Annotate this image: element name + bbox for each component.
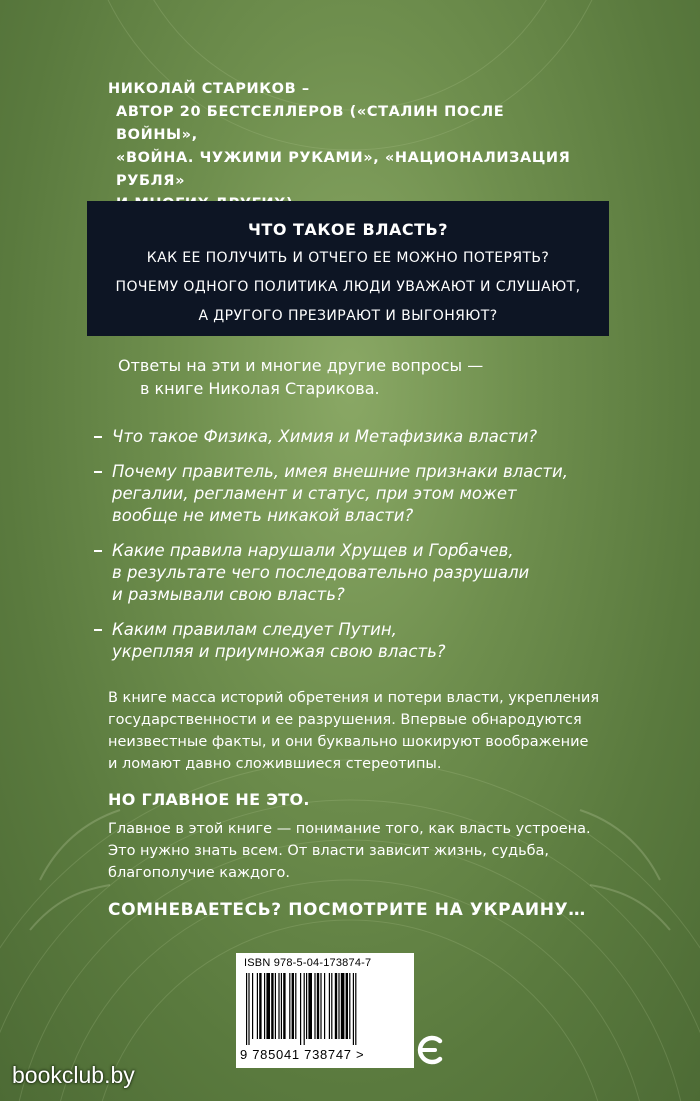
barcode-bar (304, 973, 305, 1045)
barcode-box (236, 953, 414, 1068)
barcode-bar (278, 973, 279, 1039)
barcode-bar (248, 973, 249, 1045)
question-line: ПОЧЕМУ ОДНОГО ПОЛИТИКА ЛЮДИ УВАЖАЮТ И СЛУШАЮТ, (115, 279, 581, 295)
subheading: НО ГЛАВНОЕ НЕ ЭТО. (108, 790, 310, 809)
barcode-bar (317, 973, 319, 1039)
closing-line: СОМНЕВАЕТЕСЬ? ПОСМОТРИТЕ НА УКРАИНУ… (108, 900, 586, 920)
barcode-bar (341, 973, 345, 1039)
barcode-bar (259, 973, 261, 1039)
bullet-line: Каким правилам следует Путин, (112, 620, 397, 639)
answers-text (118, 354, 618, 400)
site-watermark: bookclub.by (12, 1062, 135, 1088)
barcode-bar (324, 973, 325, 1039)
bullet-list (92, 426, 612, 676)
barcode-bar (271, 973, 273, 1039)
barcode-bar (338, 973, 339, 1039)
eksmo-logo-icon (415, 1032, 445, 1068)
bullet-item (92, 540, 612, 606)
author-line: АВТОР 20 БЕСТСЕЛЛЕРОВ («СТАЛИН ПОСЛЕ ВОЙНЫ», (116, 104, 505, 143)
author-name: НИКОЛАЙ СТАРИКОВ – (108, 81, 310, 97)
barcode-bar (346, 973, 348, 1039)
bullet-item (92, 619, 612, 663)
bullet-line: регалии, регламент и статус, при этом может (112, 484, 517, 503)
bullet-line: укрепляя и приумножая свою власть? (112, 642, 446, 661)
bullet-line: и размывали свою власть? (112, 585, 345, 604)
answers-line: Ответы на эти и многие другие вопросы — (118, 356, 484, 375)
paragraph-line: Это нужно знать всем. От власти зависит жизнь, судьба, (108, 843, 550, 859)
description-paragraph (108, 687, 628, 775)
barcode-bar (331, 973, 332, 1039)
barcode-bar (275, 973, 276, 1039)
question-line: ЧТО ТАКОЕ ВЛАСТЬ? (248, 220, 448, 239)
question-line: А ДРУГОГО ПРЕЗИРАЮТ И ВЫГОНЯЮТ? (198, 308, 498, 324)
barcode-bar (335, 973, 337, 1039)
paragraph-line: неизвестные факты, и они буквально шокируют воображение (108, 734, 589, 750)
barcode-bar (320, 973, 321, 1039)
bullet-line: Какие правила нарушали Хрущев и Горбачев, (112, 541, 514, 560)
bullet-item (92, 461, 612, 527)
author-block (108, 78, 588, 216)
barcode-bar (281, 973, 282, 1039)
barcode-digits: 9 785041 738747 > (240, 1047, 365, 1062)
barcode-bar (355, 973, 356, 1045)
barcode-bar (300, 973, 301, 1045)
barcode-bar (257, 973, 258, 1039)
answers-line: в книге Николая Старикова. (140, 379, 380, 398)
paragraph-line: благополучие каждого. (108, 865, 291, 881)
barcode-bar (246, 973, 247, 1045)
barcode-bar (306, 973, 307, 1039)
barcode-bar (308, 973, 312, 1039)
author-line: «ВОЙНА. ЧУЖИМИ РУКАМИ», «НАЦИОНАЛИЗАЦИЯ РУБЛЯ» (116, 150, 571, 189)
paragraph-line: Главное в этой книге — понимание того, как власть устроена. (108, 821, 591, 837)
bullet-item (92, 426, 612, 448)
barcode-bar (266, 973, 270, 1039)
barcode-bar (329, 973, 330, 1039)
main-point-paragraph (108, 818, 638, 884)
barcode-bar (289, 973, 290, 1039)
barcode-bar (314, 973, 315, 1039)
paragraph-line: государственности и ее разрушения. Впервые обнародуются (108, 712, 582, 728)
barcode-bar (295, 973, 296, 1039)
isbn-text: ISBN 978-5-04-173874-7 (244, 957, 372, 969)
bullet-line: в результате чего последовательно разрушали (112, 563, 530, 582)
barcode-bar (349, 973, 350, 1039)
bullet-line: вообще не иметь никакой власти? (112, 506, 414, 525)
barcode-bar (264, 973, 265, 1039)
paragraph-line: В книге масса историй обретения и потери власти, укрепления (108, 690, 600, 706)
barcode-bar (292, 973, 294, 1039)
barcode-bar (353, 973, 354, 1045)
questions-box (87, 201, 609, 336)
bullet-line: Почему правитель, имея внешние признаки власти, (112, 462, 568, 481)
paragraph-line: и ломают давно сложившиеся стереотипы. (108, 756, 442, 772)
bullet-line: Что такое Физика, Химия и Метафизика власти? (112, 427, 538, 446)
barcode-bar (252, 973, 253, 1039)
question-line: КАК ЕЕ ПОЛУЧИТЬ И ОТЧЕГО ЕЕ МОЖНО ПОТЕРЯТЬ? (146, 250, 550, 266)
barcode-bar (283, 973, 285, 1039)
barcode-bars (246, 973, 406, 1045)
